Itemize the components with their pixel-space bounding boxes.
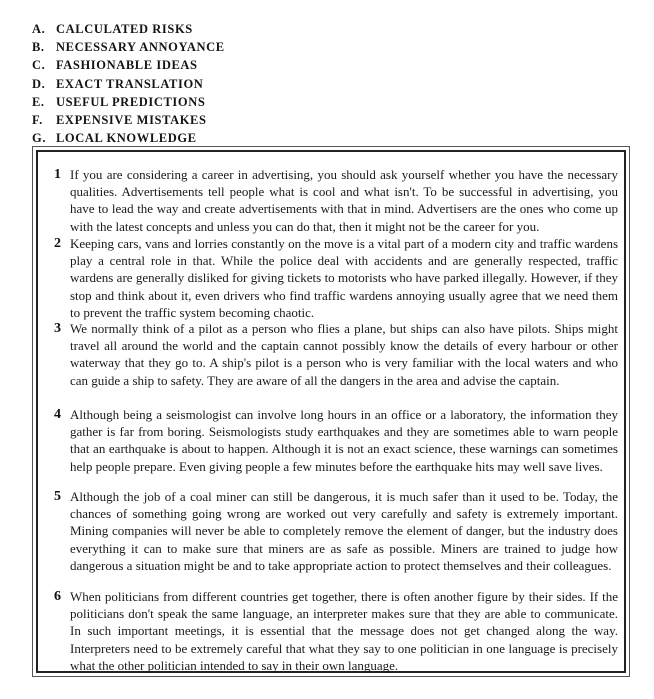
heading-option-b [32,38,432,56]
heading-option-g [32,129,432,147]
option-letter: E. [32,94,45,109]
paragraph-text-2: Keeping cars, vans and lorries constantly on the move is a vital part of a modern city and traffic wardens play a central role in that. While the police deal with accidents and are generally respected, traffic wardens are generally disliked for giving tickets to motorists who have parked illegally. However, if they stop and think about it, even drivers who find traffic wardens annoying usually agree that we need them to prevent the traffic system becoming chaotic. [70,236,618,320]
heading-option-e [32,93,432,111]
paragraph-6 [48,588,618,674]
option-text: EXACT TRANSLATION [56,76,204,91]
option-text: LOCAL KNOWLEDGE [56,131,197,146]
paragraph-text-5: Although the job of a coal miner can still be dangerous, it is much safer than it used to be. Today, the chances of something going wrong are worked out very carefully and safety is extremely important. Mining companies will never be able to completely remove the element of danger, but the industry does everything it can to make sure that miners are as safe as possible. Miners are trained to judge how dangerous a situation might be and to take appropriate action to protect themselves and their colleagues. [70,489,618,573]
option-letter: B. [32,40,45,55]
heading-option-a [32,20,432,38]
paragraph-5 [48,488,618,574]
paragraph-4 [48,406,618,475]
paragraph-number-5: 5 [48,488,67,506]
paragraph-text-6: When politicians from different countries get together, there is often another figure by their sides. If the politicians don't speak the same language, an interpreter makes sure that they are able to communicate. In such important meetings, it is essential that the message does not get changed along the way. Interpreters need to be extremely careful that what they say to one politician in one language is precisely what the other politician intended to say in their own language. [70,589,618,673]
paragraph-text-1: If you are considering a career in advertising, you should ask yourself whether you have the necessary qualities. Advertisements tell people what is cool and what isn't. To be successful in advertising, you have to lead the way and create advertisements with that in mind. Advertisers are the ones who come up with the latest concepts and unless you can do that, then it might not be the career for you. [70,167,618,234]
paragraph-number-1: 1 [48,166,67,184]
heading-option-d [32,75,432,93]
paragraph-number-2: 2 [48,235,67,253]
heading-option-c [32,56,432,74]
option-text: CALCULATED RISKS [56,22,193,36]
option-letter: G. [32,131,47,146]
paragraph-1 [48,166,618,235]
option-text: NECESSARY ANNOYANCE [56,40,225,55]
paragraph-3 [48,320,618,389]
heading-option-f [32,111,432,129]
paragraph-text-4: Although being a seismologist can involve long hours in an office or a laboratory, the information they gather is far from boring. Seismologists study earthquakes and they are sometimes able to warn people that an earthquake is about to happen. Although it is not an exact science, these warnings can sometimes help people prepare. Even giving people a few minutes before the earthquake hits may well save lives. [70,407,618,474]
option-text: EXPENSIVE MISTAKES [56,112,207,127]
option-letter: C. [32,58,46,73]
paragraph-number-4: 4 [48,406,67,424]
option-letter: F. [32,112,43,127]
paragraphs-box [36,150,626,673]
option-letter: A. [32,22,46,36]
headings-list [32,20,432,147]
paragraph-2 [48,235,618,321]
option-text: FASHIONABLE IDEAS [56,58,198,73]
option-letter: D. [32,76,46,91]
option-text: USEFUL PREDICTIONS [56,94,206,109]
paragraph-number-3: 3 [48,320,67,338]
paragraph-number-6: 6 [48,588,67,606]
paragraph-text-3: We normally think of a pilot as a person who flies a plane, but ships can also have pilots. Ships might travel all around the world and the captain cannot possibly know the details of every harbour or other waterway that they go to. A ship's pilot is a person who is very familiar with the local waters and who can guide a ship to safety. They are aware of all the dangers in the area and advise the captain. [70,321,618,388]
